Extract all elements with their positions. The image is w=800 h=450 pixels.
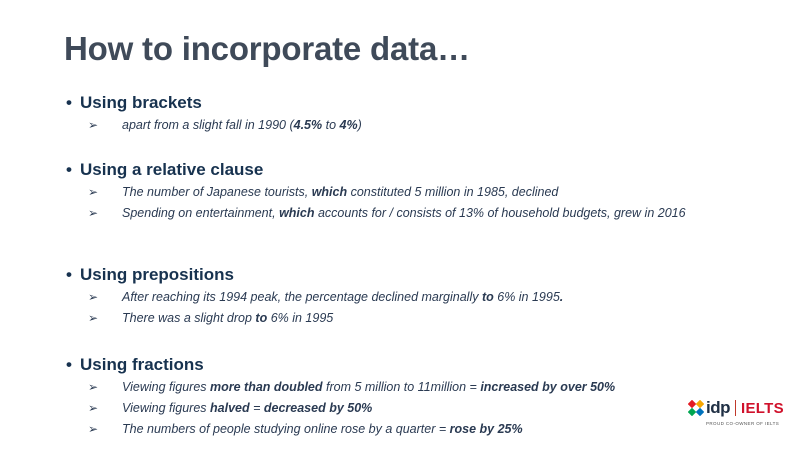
item-text: The number of Japanese tourists, — [122, 185, 312, 199]
item-text: to — [322, 118, 340, 132]
emphasis-text: more than doubled — [210, 380, 323, 394]
section-heading-text: Using a relative clause — [80, 160, 264, 179]
emphasis-text: 4% — [339, 118, 358, 132]
item-text: After reaching its 1994 peak, the percentage declined marginally — [122, 290, 482, 304]
section-heading — [66, 355, 782, 375]
sub-bullet-item — [66, 289, 782, 306]
logo-divider — [735, 400, 736, 416]
sub-bullet-item — [66, 205, 782, 222]
item-text: 6% in 1995 — [267, 311, 334, 325]
emphasis-text: decreased by 50% — [263, 401, 373, 415]
sub-bullet-item — [66, 117, 782, 134]
sub-bullet-item — [66, 421, 782, 438]
logo-ielts-text: IELTS — [741, 399, 784, 417]
arrow-bullet-icon: ➢ — [88, 380, 99, 394]
bullet-icon: • — [66, 355, 72, 374]
arrow-bullet-icon: ➢ — [88, 185, 99, 199]
item-text: ) — [357, 118, 362, 132]
bullet-icon: • — [66, 265, 72, 284]
logo-tagline: PROUD CO-OWNER OF IELTS — [706, 421, 780, 426]
emphasis-text: 4.5% — [293, 118, 323, 132]
section-heading-text: Using prepositions — [80, 265, 234, 284]
sub-bullet-item — [66, 379, 782, 396]
arrow-bullet-icon: ➢ — [88, 118, 99, 132]
sub-bullet-item — [66, 310, 782, 327]
emphasis-text: which — [279, 206, 315, 220]
arrow-bullet-icon: ➢ — [88, 311, 99, 325]
section-heading — [66, 160, 782, 180]
section-heading-text: Using fractions — [80, 355, 204, 374]
emphasis-text: . — [559, 290, 564, 304]
idp-ielts-logo — [688, 398, 788, 440]
item-text: from 5 million to 11million = — [322, 380, 481, 394]
emphasis-text: halved — [210, 401, 250, 415]
arrow-bullet-icon: ➢ — [88, 290, 99, 304]
item-text: There was a slight drop — [122, 311, 256, 325]
idp-logo-mark-icon — [688, 400, 704, 416]
arrow-bullet-icon: ➢ — [88, 401, 99, 415]
item-text: apart from a slight fall in 1990 ( — [122, 118, 294, 132]
section-using-fractions — [66, 355, 782, 438]
bullet-icon: • — [66, 93, 72, 112]
item-text: constituted 5 million in 1985, declined — [347, 185, 559, 199]
section-heading — [66, 265, 782, 285]
item-text: Viewing figures — [122, 380, 211, 394]
section-using-prepositions — [66, 265, 782, 327]
item-text: 6% in 1995 — [493, 290, 560, 304]
emphasis-text: increased by over 50% — [480, 380, 616, 394]
item-text: The numbers of people studying online rose by a quarter = — [122, 422, 450, 436]
bullet-icon: • — [66, 160, 72, 179]
item-text: = — [249, 401, 264, 415]
section-using-brackets — [66, 93, 782, 134]
section-using-relative-clause — [66, 160, 782, 222]
sub-bullet-item — [66, 400, 782, 417]
sub-bullet-item — [66, 184, 782, 201]
arrow-bullet-icon: ➢ — [88, 422, 99, 436]
slide-title: How to incorporate data… — [64, 30, 470, 67]
emphasis-text: to — [481, 290, 494, 304]
item-text: accounts for / consists of 13% of household budgets, grew in 2016 — [314, 206, 686, 220]
arrow-bullet-icon: ➢ — [88, 206, 99, 220]
section-heading-text: Using brackets — [80, 93, 202, 112]
section-heading — [66, 93, 782, 113]
item-text: Viewing figures — [122, 401, 211, 415]
logo-idp-text: idp — [706, 398, 730, 417]
emphasis-text: which — [311, 185, 348, 199]
item-text: Spending on entertainment, — [122, 206, 280, 220]
emphasis-text: rose by 25% — [449, 422, 523, 436]
emphasis-text: to — [255, 311, 268, 325]
